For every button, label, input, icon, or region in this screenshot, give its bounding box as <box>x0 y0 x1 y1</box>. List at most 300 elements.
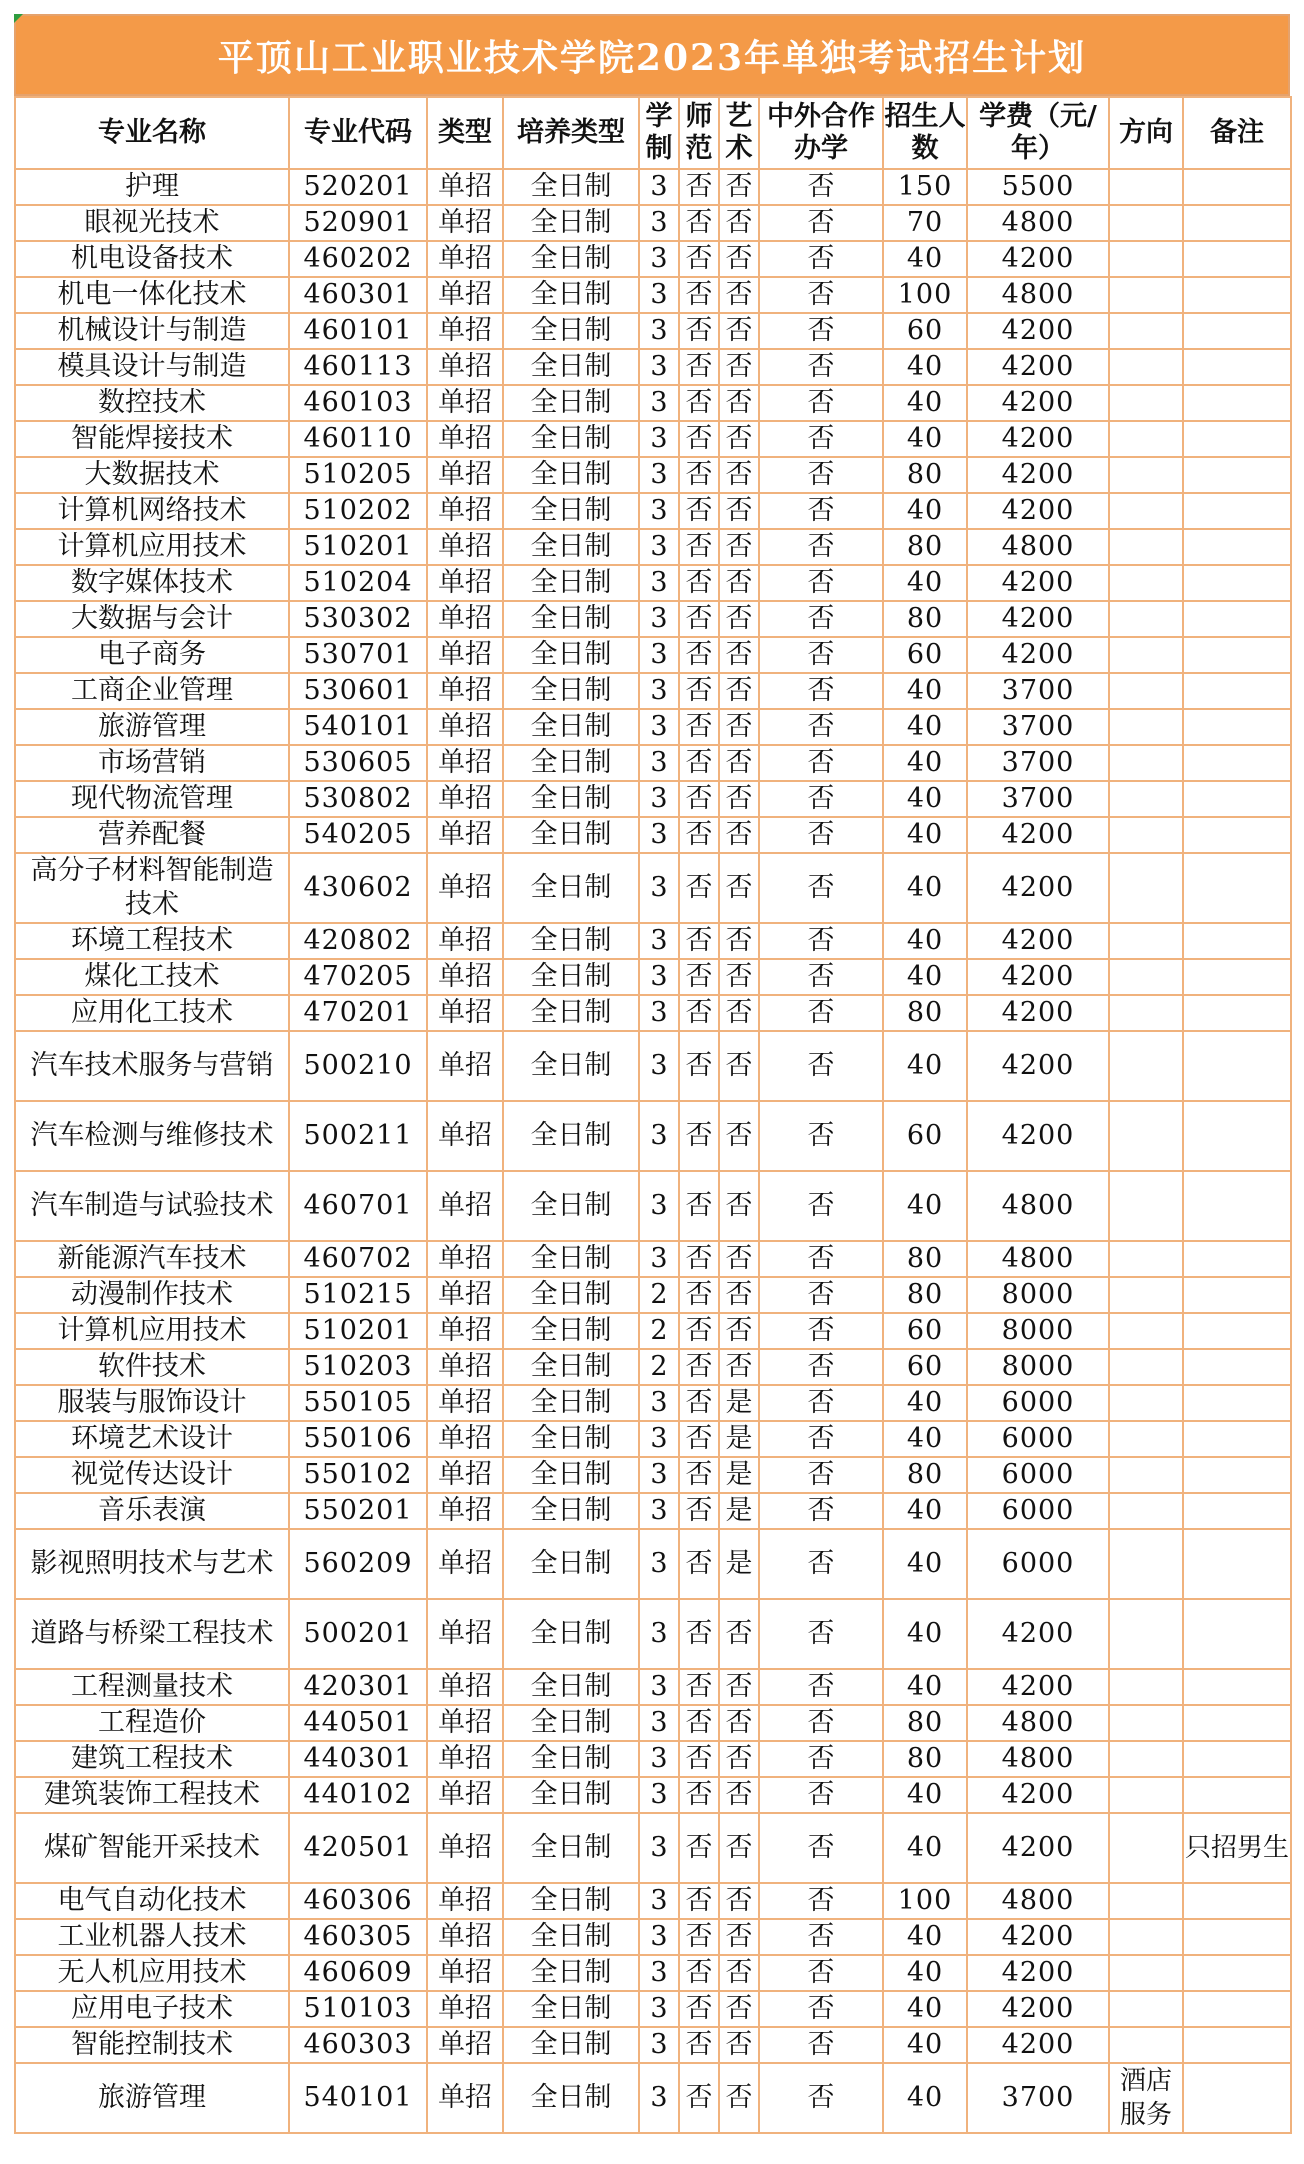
cell-remark <box>1183 493 1291 529</box>
cell-art: 否 <box>719 959 759 995</box>
cell-art: 否 <box>719 1813 759 1883</box>
cell-type: 单招 <box>427 1031 503 1101</box>
cell-years: 3 <box>639 1101 679 1171</box>
cell-training: 全日制 <box>503 1101 639 1171</box>
cell-training: 全日制 <box>503 959 639 995</box>
cell-fee: 6000 <box>967 1493 1109 1529</box>
cell-coop: 否 <box>759 385 883 421</box>
cell-type: 单招 <box>427 1421 503 1457</box>
cell-coop: 否 <box>759 601 883 637</box>
cell-art: 否 <box>719 745 759 781</box>
cell-years: 3 <box>639 1813 679 1883</box>
header-training: 培养类型 <box>503 97 639 169</box>
cell-type: 单招 <box>427 1599 503 1669</box>
cell-remark <box>1183 2027 1291 2063</box>
cell-count: 40 <box>883 1031 967 1101</box>
cell-direction <box>1109 1101 1183 1171</box>
cell-years: 2 <box>639 1277 679 1313</box>
table-row <box>15 1031 1291 1101</box>
cell-art: 是 <box>719 1385 759 1421</box>
cell-code: 510201 <box>289 529 427 565</box>
cell-major: 新能源汽车技术 <box>15 1241 289 1277</box>
cell-normal: 否 <box>679 313 719 349</box>
cell-direction <box>1109 709 1183 745</box>
cell-years: 3 <box>639 959 679 995</box>
cell-major: 应用电子技术 <box>15 1991 289 2027</box>
cell-remark <box>1183 853 1291 923</box>
table-row <box>15 2027 1291 2063</box>
cell-code: 550102 <box>289 1457 427 1493</box>
cell-training: 全日制 <box>503 781 639 817</box>
cell-count: 80 <box>883 1457 967 1493</box>
table-row <box>15 565 1291 601</box>
table-row <box>15 493 1291 529</box>
cell-major: 电子商务 <box>15 637 289 673</box>
cell-remark <box>1183 1349 1291 1385</box>
cell-major: 软件技术 <box>15 1349 289 1385</box>
cell-type: 单招 <box>427 745 503 781</box>
cell-years: 3 <box>639 277 679 313</box>
cell-direction <box>1109 421 1183 457</box>
table-row <box>15 313 1291 349</box>
cell-code: 420802 <box>289 923 427 959</box>
cell-normal: 否 <box>679 1277 719 1313</box>
cell-type: 单招 <box>427 995 503 1031</box>
cell-training: 全日制 <box>503 241 639 277</box>
table-row <box>15 1241 1291 1277</box>
cell-art: 否 <box>719 781 759 817</box>
cell-count: 80 <box>883 1741 967 1777</box>
cell-direction <box>1109 205 1183 241</box>
cell-training: 全日制 <box>503 313 639 349</box>
cell-years: 3 <box>639 1669 679 1705</box>
cell-major: 煤化工技术 <box>15 959 289 995</box>
cell-fee: 4800 <box>967 1705 1109 1741</box>
table-row <box>15 1705 1291 1741</box>
table-row <box>15 1991 1291 2027</box>
cell-training: 全日制 <box>503 1955 639 1991</box>
cell-code: 470201 <box>289 995 427 1031</box>
table-row <box>15 205 1291 241</box>
cell-coop: 否 <box>759 565 883 601</box>
cell-count: 40 <box>883 1385 967 1421</box>
cell-coop: 否 <box>759 1883 883 1919</box>
cell-years: 2 <box>639 1313 679 1349</box>
cell-normal: 否 <box>679 745 719 781</box>
cell-remark <box>1183 205 1291 241</box>
cell-type: 单招 <box>427 421 503 457</box>
cell-fee: 4200 <box>967 385 1109 421</box>
cell-major: 模具设计与制造 <box>15 349 289 385</box>
cell-fee: 4200 <box>967 1777 1109 1813</box>
cell-fee: 4200 <box>967 995 1109 1031</box>
table-row <box>15 1385 1291 1421</box>
table-row <box>15 1955 1291 1991</box>
cell-training: 全日制 <box>503 529 639 565</box>
cell-type: 单招 <box>427 1955 503 1991</box>
cell-training: 全日制 <box>503 1457 639 1493</box>
cell-type: 单招 <box>427 529 503 565</box>
cell-count: 40 <box>883 349 967 385</box>
cell-normal: 否 <box>679 781 719 817</box>
cell-major: 视觉传达设计 <box>15 1457 289 1493</box>
cell-fee: 4800 <box>967 277 1109 313</box>
cell-years: 3 <box>639 313 679 349</box>
cell-training: 全日制 <box>503 421 639 457</box>
cell-fee: 4200 <box>967 637 1109 673</box>
cell-count: 80 <box>883 457 967 493</box>
cell-fee: 4200 <box>967 1991 1109 2027</box>
cell-major: 道路与桥梁工程技术 <box>15 1599 289 1669</box>
cell-art: 否 <box>719 817 759 853</box>
cell-code: 530605 <box>289 745 427 781</box>
cell-coop: 否 <box>759 1919 883 1955</box>
cell-direction <box>1109 817 1183 853</box>
table-row <box>15 385 1291 421</box>
cell-training: 全日制 <box>503 2027 639 2063</box>
cell-major: 汽车技术服务与营销 <box>15 1031 289 1101</box>
cell-coop: 否 <box>759 1991 883 2027</box>
cell-fee: 6000 <box>967 1385 1109 1421</box>
cell-years: 3 <box>639 2063 679 2133</box>
cell-art: 否 <box>719 1277 759 1313</box>
cell-remark <box>1183 1955 1291 1991</box>
cell-code: 500201 <box>289 1599 427 1669</box>
cell-coop: 否 <box>759 205 883 241</box>
cell-count: 60 <box>883 313 967 349</box>
cell-code: 510205 <box>289 457 427 493</box>
cell-normal: 否 <box>679 1705 719 1741</box>
cell-remark <box>1183 637 1291 673</box>
cell-count: 40 <box>883 1777 967 1813</box>
cell-direction <box>1109 1669 1183 1705</box>
cell-count: 40 <box>883 781 967 817</box>
cell-marker-icon <box>14 14 23 23</box>
cell-code: 460609 <box>289 1955 427 1991</box>
cell-years: 3 <box>639 565 679 601</box>
cell-fee: 3700 <box>967 673 1109 709</box>
cell-years: 3 <box>639 1241 679 1277</box>
cell-major: 计算机应用技术 <box>15 1313 289 1349</box>
cell-code: 460113 <box>289 349 427 385</box>
cell-training: 全日制 <box>503 1599 639 1669</box>
cell-count: 80 <box>883 1241 967 1277</box>
cell-coop: 否 <box>759 1599 883 1669</box>
cell-normal: 否 <box>679 1919 719 1955</box>
cell-fee: 8000 <box>967 1313 1109 1349</box>
cell-type: 单招 <box>427 493 503 529</box>
header-direction: 方向 <box>1109 97 1183 169</box>
cell-coop: 否 <box>759 781 883 817</box>
cell-remark <box>1183 349 1291 385</box>
cell-direction <box>1109 1493 1183 1529</box>
cell-training: 全日制 <box>503 1241 639 1277</box>
cell-normal: 否 <box>679 1421 719 1457</box>
cell-direction <box>1109 1919 1183 1955</box>
cell-coop: 否 <box>759 1241 883 1277</box>
cell-remark: 只招男生 <box>1183 1813 1291 1883</box>
cell-major: 音乐表演 <box>15 1493 289 1529</box>
cell-art: 否 <box>719 1669 759 1705</box>
cell-normal: 否 <box>679 1313 719 1349</box>
table-row <box>15 277 1291 313</box>
cell-coop: 否 <box>759 421 883 457</box>
cell-code: 420301 <box>289 1669 427 1705</box>
table-row <box>15 995 1291 1031</box>
cell-code: 510201 <box>289 1313 427 1349</box>
cell-code: 460103 <box>289 385 427 421</box>
cell-coop: 否 <box>759 277 883 313</box>
table-row <box>15 637 1291 673</box>
cell-art: 否 <box>719 637 759 673</box>
enrollment-table <box>14 96 1292 2134</box>
cell-type: 单招 <box>427 1101 503 1171</box>
cell-type: 单招 <box>427 1529 503 1599</box>
table-row <box>15 601 1291 637</box>
cell-years: 3 <box>639 1031 679 1101</box>
cell-major: 智能焊接技术 <box>15 421 289 457</box>
cell-training: 全日制 <box>503 1277 639 1313</box>
cell-major: 数控技术 <box>15 385 289 421</box>
cell-years: 3 <box>639 709 679 745</box>
cell-remark <box>1183 313 1291 349</box>
cell-years: 3 <box>639 1991 679 2027</box>
table-row <box>15 1171 1291 1241</box>
cell-normal: 否 <box>679 709 719 745</box>
cell-major: 机电一体化技术 <box>15 277 289 313</box>
cell-direction <box>1109 313 1183 349</box>
cell-art: 否 <box>719 601 759 637</box>
cell-remark <box>1183 1529 1291 1599</box>
cell-code: 510103 <box>289 1991 427 2027</box>
cell-remark <box>1183 421 1291 457</box>
cell-type: 单招 <box>427 457 503 493</box>
cell-coop: 否 <box>759 923 883 959</box>
cell-art: 否 <box>719 673 759 709</box>
cell-code: 460701 <box>289 1171 427 1241</box>
cell-coop: 否 <box>759 349 883 385</box>
cell-training: 全日制 <box>503 1919 639 1955</box>
cell-coop: 否 <box>759 313 883 349</box>
cell-remark <box>1183 959 1291 995</box>
cell-type: 单招 <box>427 601 503 637</box>
cell-count: 40 <box>883 853 967 923</box>
cell-coop: 否 <box>759 2027 883 2063</box>
cell-count: 40 <box>883 1493 967 1529</box>
cell-code: 420501 <box>289 1813 427 1883</box>
cell-code: 530302 <box>289 601 427 637</box>
cell-art: 否 <box>719 2063 759 2133</box>
cell-coop: 否 <box>759 241 883 277</box>
cell-direction <box>1109 1777 1183 1813</box>
cell-training: 全日制 <box>503 1777 639 1813</box>
cell-normal: 否 <box>679 817 719 853</box>
table-row <box>15 1813 1291 1883</box>
cell-art: 否 <box>719 1031 759 1101</box>
cell-code: 550106 <box>289 1421 427 1457</box>
cell-normal: 否 <box>679 565 719 601</box>
cell-normal: 否 <box>679 1031 719 1101</box>
table-row <box>15 781 1291 817</box>
cell-fee: 4200 <box>967 493 1109 529</box>
table-row <box>15 1883 1291 1919</box>
table-row <box>15 745 1291 781</box>
cell-art: 否 <box>719 493 759 529</box>
cell-coop: 否 <box>759 529 883 565</box>
cell-direction <box>1109 923 1183 959</box>
cell-code: 460202 <box>289 241 427 277</box>
cell-remark <box>1183 1919 1291 1955</box>
cell-major: 营养配餐 <box>15 817 289 853</box>
cell-direction <box>1109 349 1183 385</box>
cell-art: 否 <box>719 169 759 205</box>
cell-remark <box>1183 169 1291 205</box>
cell-major: 工程造价 <box>15 1705 289 1741</box>
cell-remark <box>1183 1171 1291 1241</box>
cell-code: 530701 <box>289 637 427 673</box>
table-row <box>15 1599 1291 1669</box>
cell-code: 500210 <box>289 1031 427 1101</box>
cell-normal: 否 <box>679 853 719 923</box>
header-years: 学制 <box>639 97 679 169</box>
table-row <box>15 1421 1291 1457</box>
cell-remark <box>1183 457 1291 493</box>
table-row <box>15 457 1291 493</box>
cell-years: 3 <box>639 457 679 493</box>
cell-normal: 否 <box>679 601 719 637</box>
cell-training: 全日制 <box>503 1421 639 1457</box>
cell-count: 40 <box>883 1669 967 1705</box>
cell-count: 80 <box>883 601 967 637</box>
cell-art: 否 <box>719 565 759 601</box>
header-code: 专业代码 <box>289 97 427 169</box>
cell-major: 建筑装饰工程技术 <box>15 1777 289 1813</box>
cell-coop: 否 <box>759 493 883 529</box>
cell-normal: 否 <box>679 1457 719 1493</box>
cell-major: 无人机应用技术 <box>15 1955 289 1991</box>
cell-remark <box>1183 277 1291 313</box>
cell-normal: 否 <box>679 493 719 529</box>
cell-type: 单招 <box>427 781 503 817</box>
cell-code: 460306 <box>289 1883 427 1919</box>
cell-major: 动漫制作技术 <box>15 1277 289 1313</box>
cell-art: 否 <box>719 529 759 565</box>
cell-remark <box>1183 745 1291 781</box>
cell-art: 是 <box>719 1493 759 1529</box>
cell-direction <box>1109 1883 1183 1919</box>
cell-coop: 否 <box>759 1813 883 1883</box>
cell-code: 460110 <box>289 421 427 457</box>
cell-normal: 否 <box>679 673 719 709</box>
cell-direction <box>1109 1313 1183 1349</box>
cell-major: 计算机网络技术 <box>15 493 289 529</box>
cell-type: 单招 <box>427 1813 503 1883</box>
cell-type: 单招 <box>427 1171 503 1241</box>
cell-coop: 否 <box>759 1101 883 1171</box>
cell-major: 机械设计与制造 <box>15 313 289 349</box>
cell-major: 汽车检测与维修技术 <box>15 1101 289 1171</box>
cell-art: 否 <box>719 853 759 923</box>
cell-major: 旅游管理 <box>15 2063 289 2133</box>
cell-direction <box>1109 1031 1183 1101</box>
cell-direction <box>1109 493 1183 529</box>
cell-fee: 4200 <box>967 1919 1109 1955</box>
cell-remark <box>1183 2063 1291 2133</box>
cell-code: 540205 <box>289 817 427 853</box>
cell-fee: 5500 <box>967 169 1109 205</box>
cell-normal: 否 <box>679 995 719 1031</box>
cell-direction <box>1109 1741 1183 1777</box>
cell-training: 全日制 <box>503 1349 639 1385</box>
cell-coop: 否 <box>759 995 883 1031</box>
cell-type: 单招 <box>427 923 503 959</box>
cell-fee: 4800 <box>967 1883 1109 1919</box>
cell-training: 全日制 <box>503 637 639 673</box>
cell-type: 单招 <box>427 385 503 421</box>
cell-normal: 否 <box>679 169 719 205</box>
cell-remark <box>1183 1669 1291 1705</box>
cell-direction <box>1109 1277 1183 1313</box>
cell-code: 430602 <box>289 853 427 923</box>
cell-major: 建筑工程技术 <box>15 1741 289 1777</box>
cell-normal: 否 <box>679 2027 719 2063</box>
cell-direction <box>1109 637 1183 673</box>
header-type: 类型 <box>427 97 503 169</box>
cell-code: 460303 <box>289 2027 427 2063</box>
cell-code: 540101 <box>289 709 427 745</box>
cell-major: 环境艺术设计 <box>15 1421 289 1457</box>
cell-training: 全日制 <box>503 1529 639 1599</box>
cell-count: 40 <box>883 421 967 457</box>
cell-type: 单招 <box>427 241 503 277</box>
cell-remark <box>1183 529 1291 565</box>
cell-type: 单招 <box>427 1349 503 1385</box>
cell-coop: 否 <box>759 673 883 709</box>
table-row <box>15 421 1291 457</box>
cell-type: 单招 <box>427 1919 503 1955</box>
cell-remark <box>1183 1991 1291 2027</box>
cell-normal: 否 <box>679 1883 719 1919</box>
cell-years: 3 <box>639 1457 679 1493</box>
header-fee: 学费（元/年） <box>967 97 1109 169</box>
cell-coop: 否 <box>759 1777 883 1813</box>
cell-count: 40 <box>883 1813 967 1883</box>
cell-years: 3 <box>639 923 679 959</box>
cell-training: 全日制 <box>503 1385 639 1421</box>
cell-fee: 4200 <box>967 313 1109 349</box>
cell-direction <box>1109 457 1183 493</box>
cell-art: 是 <box>719 1529 759 1599</box>
cell-training: 全日制 <box>503 457 639 493</box>
table-row <box>15 1313 1291 1349</box>
cell-years: 3 <box>639 1919 679 1955</box>
cell-code: 460305 <box>289 1919 427 1955</box>
cell-years: 3 <box>639 601 679 637</box>
cell-remark <box>1183 781 1291 817</box>
cell-years: 3 <box>639 349 679 385</box>
cell-major: 应用化工技术 <box>15 995 289 1031</box>
cell-count: 60 <box>883 637 967 673</box>
cell-fee: 4200 <box>967 959 1109 995</box>
cell-major: 工程测量技术 <box>15 1669 289 1705</box>
cell-direction <box>1109 1241 1183 1277</box>
cell-years: 3 <box>639 637 679 673</box>
cell-fee: 4800 <box>967 1741 1109 1777</box>
cell-code: 440301 <box>289 1741 427 1777</box>
cell-art: 否 <box>719 923 759 959</box>
cell-direction <box>1109 1705 1183 1741</box>
cell-direction <box>1109 673 1183 709</box>
